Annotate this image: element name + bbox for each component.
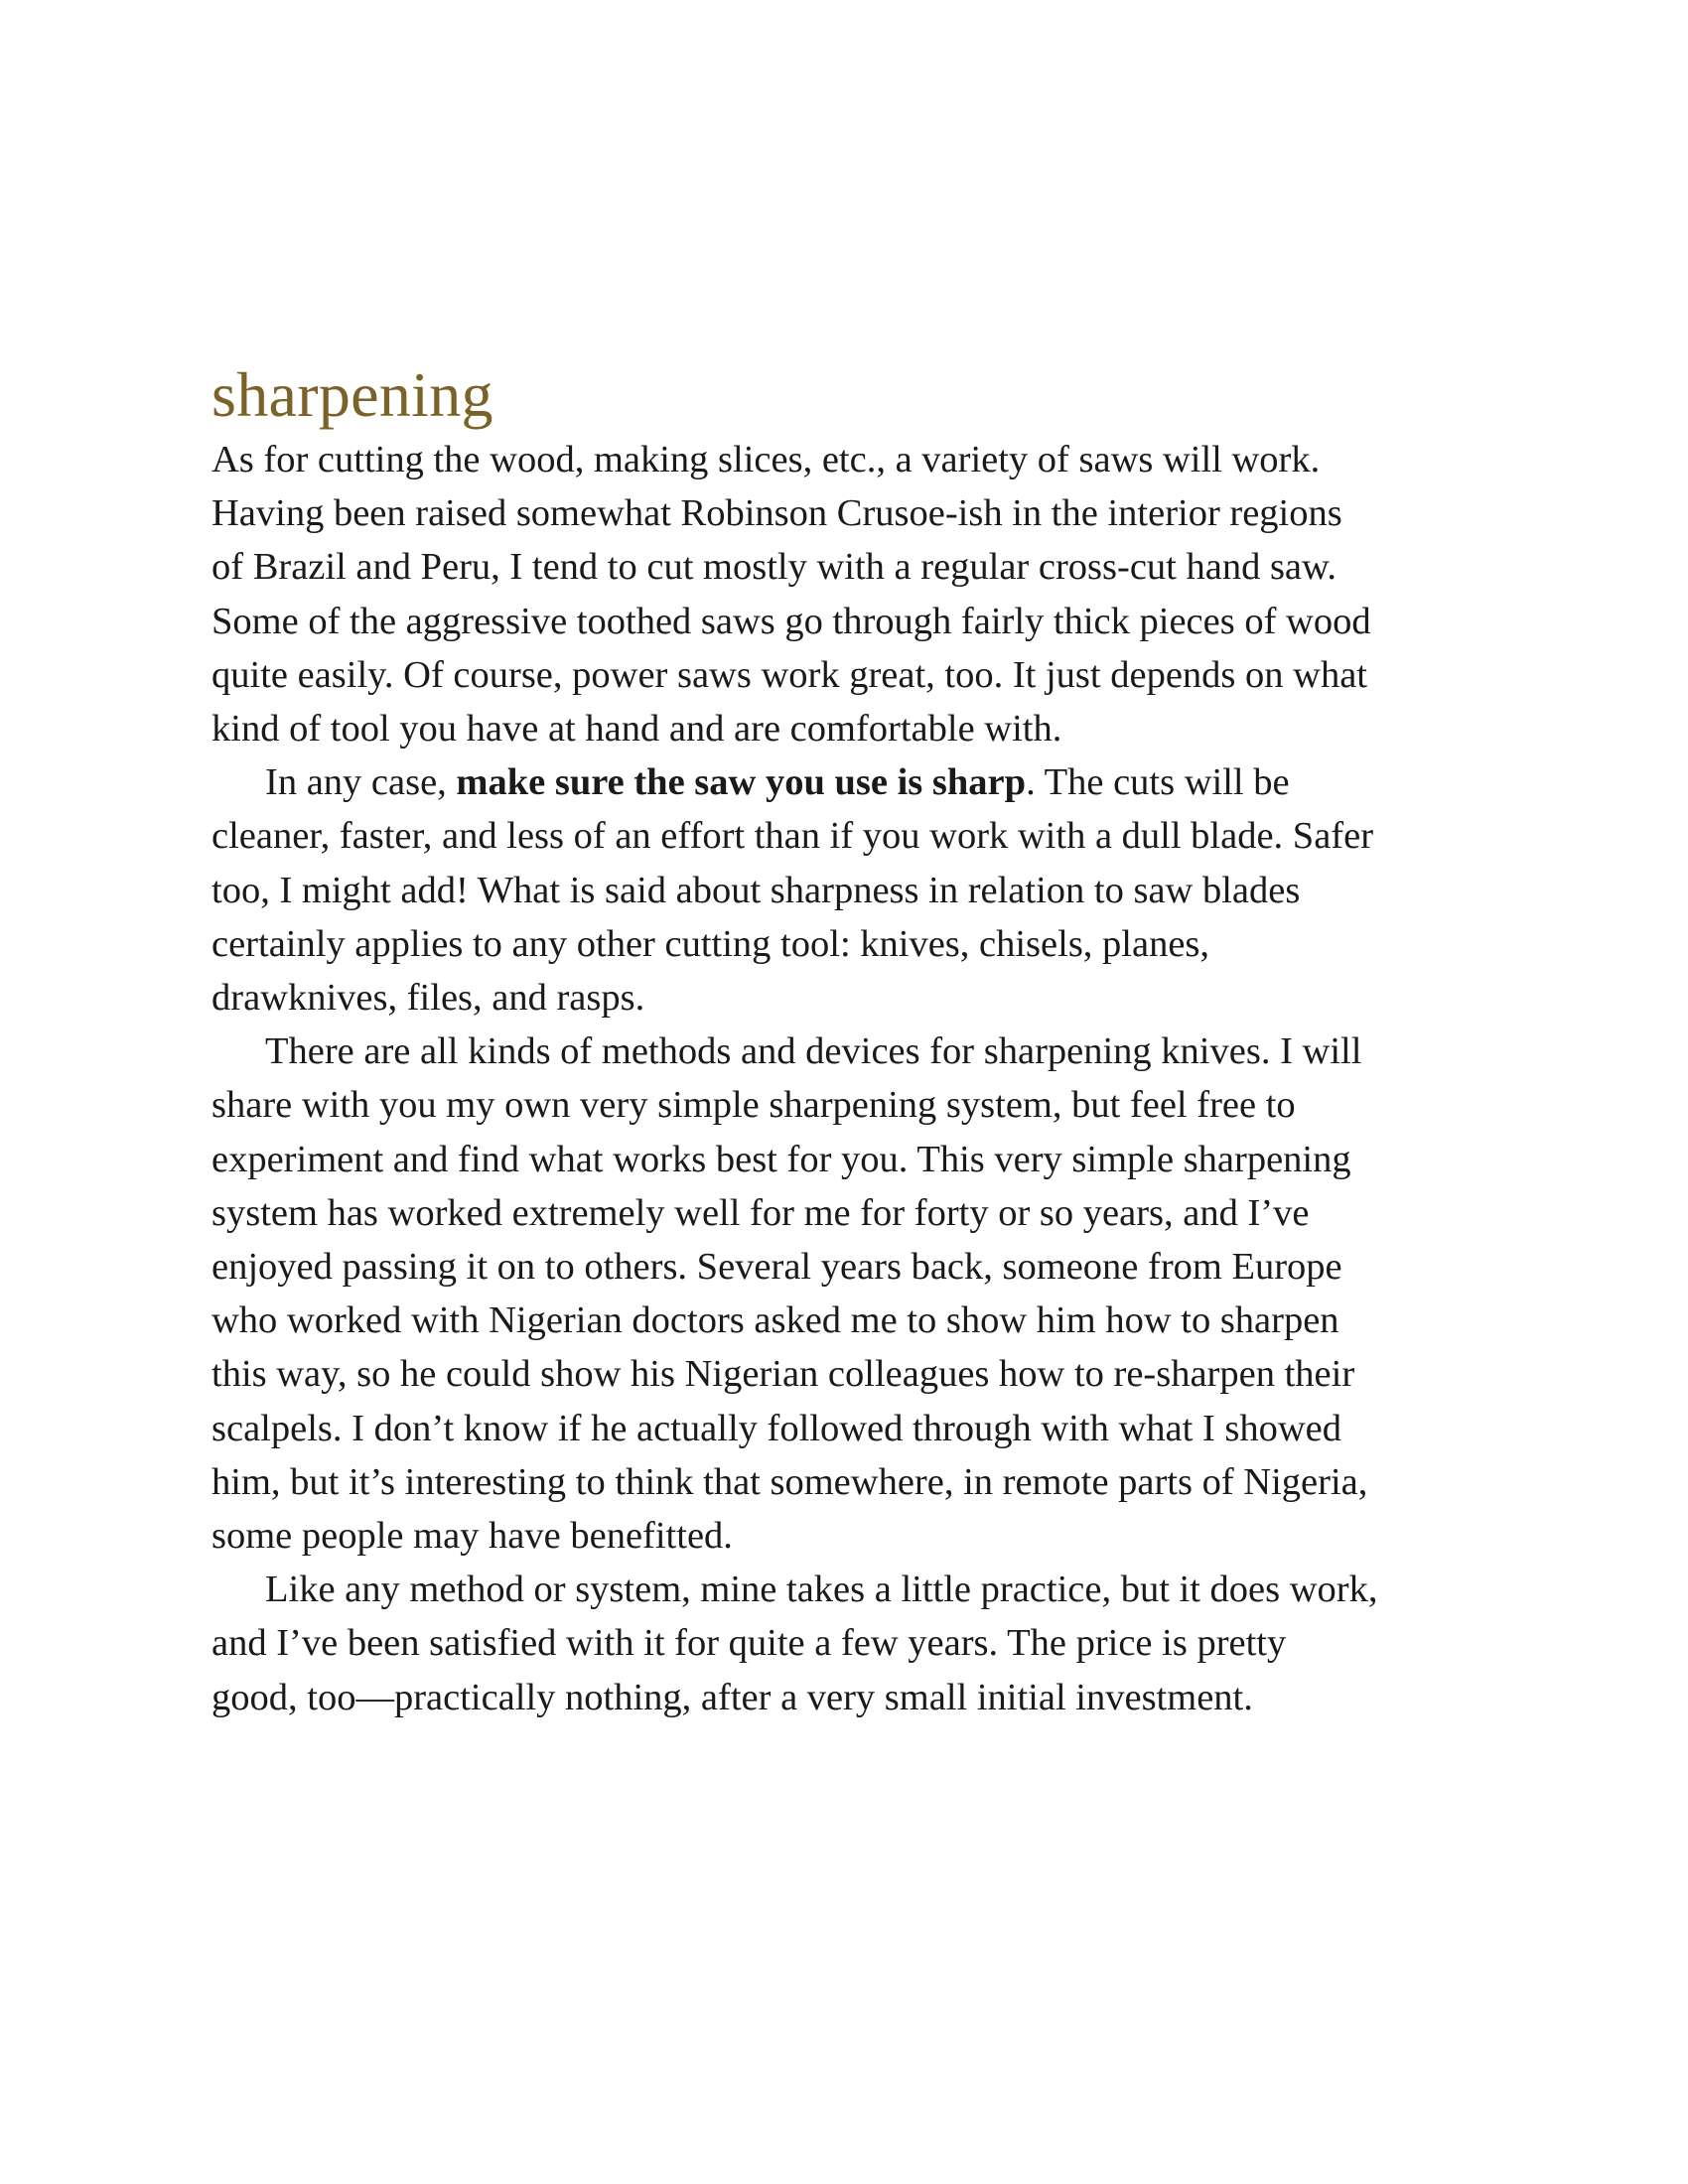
paragraph-3 — [211, 1024, 1502, 1563]
text-line: good, too—practically nothing, after a very small initial investment. — [211, 1676, 1253, 1718]
text-line: of Brazil and Peru, I tend to cut mostly with a regular cross-cut hand saw. — [211, 546, 1336, 589]
text-line — [211, 755, 1502, 809]
text-line: this way, so he could show his Nigerian colleagues how to re-sharpen their — [211, 1353, 1355, 1396]
text-line: and I’ve been satisfied with it for quite a few years. The price is pretty — [211, 1622, 1287, 1665]
text-line: Having been raised somewhat Robinson Crusoe-ish in the interior regions — [211, 492, 1342, 535]
text-line: As for cutting the wood, making slices, etc., a variety of saws will work. — [211, 439, 1321, 480]
text-line: There are all kinds of methods and devices for sharpening knives. I will — [265, 1030, 1362, 1073]
text-line: too, I might add! What is said about sharpness in relation to saw blades — [211, 869, 1301, 911]
text-line: share with you my own very simple sharpening system, but feel free to — [211, 1084, 1296, 1127]
text-line: experiment and find what works best for you. This very simple sharpening — [211, 1138, 1351, 1180]
bold-emphasis: make sure the saw you use is sharp — [456, 761, 1027, 804]
text-line: enjoyed passing it on to others. Several years back, someone from Europe — [211, 1246, 1342, 1289]
paragraph-4 — [211, 1563, 1502, 1724]
text-line: him, but it’s interesting to think that somewhere, in remote parts of Nigeria, — [211, 1460, 1368, 1503]
text-run: In any case, — [265, 761, 457, 804]
paragraph-2 — [211, 755, 1502, 1024]
text-line: cleaner, faster, and less of an effort than if you work with a dull blade. Safer — [211, 815, 1374, 858]
text-line: certainly applies to any other cutting tool: knives, chisels, planes, — [211, 922, 1210, 965]
text-line: quite easily. Of course, power saws work great, too. It just depends on what — [211, 653, 1367, 696]
text-line: system has worked extremely well for me for forty or so years, and I’ve — [211, 1191, 1310, 1234]
text-line: drawknives, files, and rasps. — [211, 977, 645, 1020]
text-line: Some of the aggressive toothed saws go through fairly thick pieces of wood — [211, 600, 1371, 642]
paragraph-1 — [211, 433, 1502, 755]
text-line: some people may have benefitted. — [211, 1515, 733, 1558]
page-content — [211, 357, 1502, 1724]
section-heading: sharpening — [211, 359, 493, 430]
text-line: scalpels. I don’t know if he actually followed through with what I showed — [211, 1407, 1342, 1449]
text-line: Like any method or system, mine takes a little practice, but it does work, — [265, 1569, 1378, 1611]
body-text — [211, 433, 1502, 1724]
text-line: kind of tool you have at hand and are comfortable with. — [211, 708, 1062, 751]
text-line: who worked with Nigerian doctors asked me to show him how to sharpen — [211, 1299, 1339, 1342]
text-run: . The cuts will be — [1026, 761, 1290, 804]
